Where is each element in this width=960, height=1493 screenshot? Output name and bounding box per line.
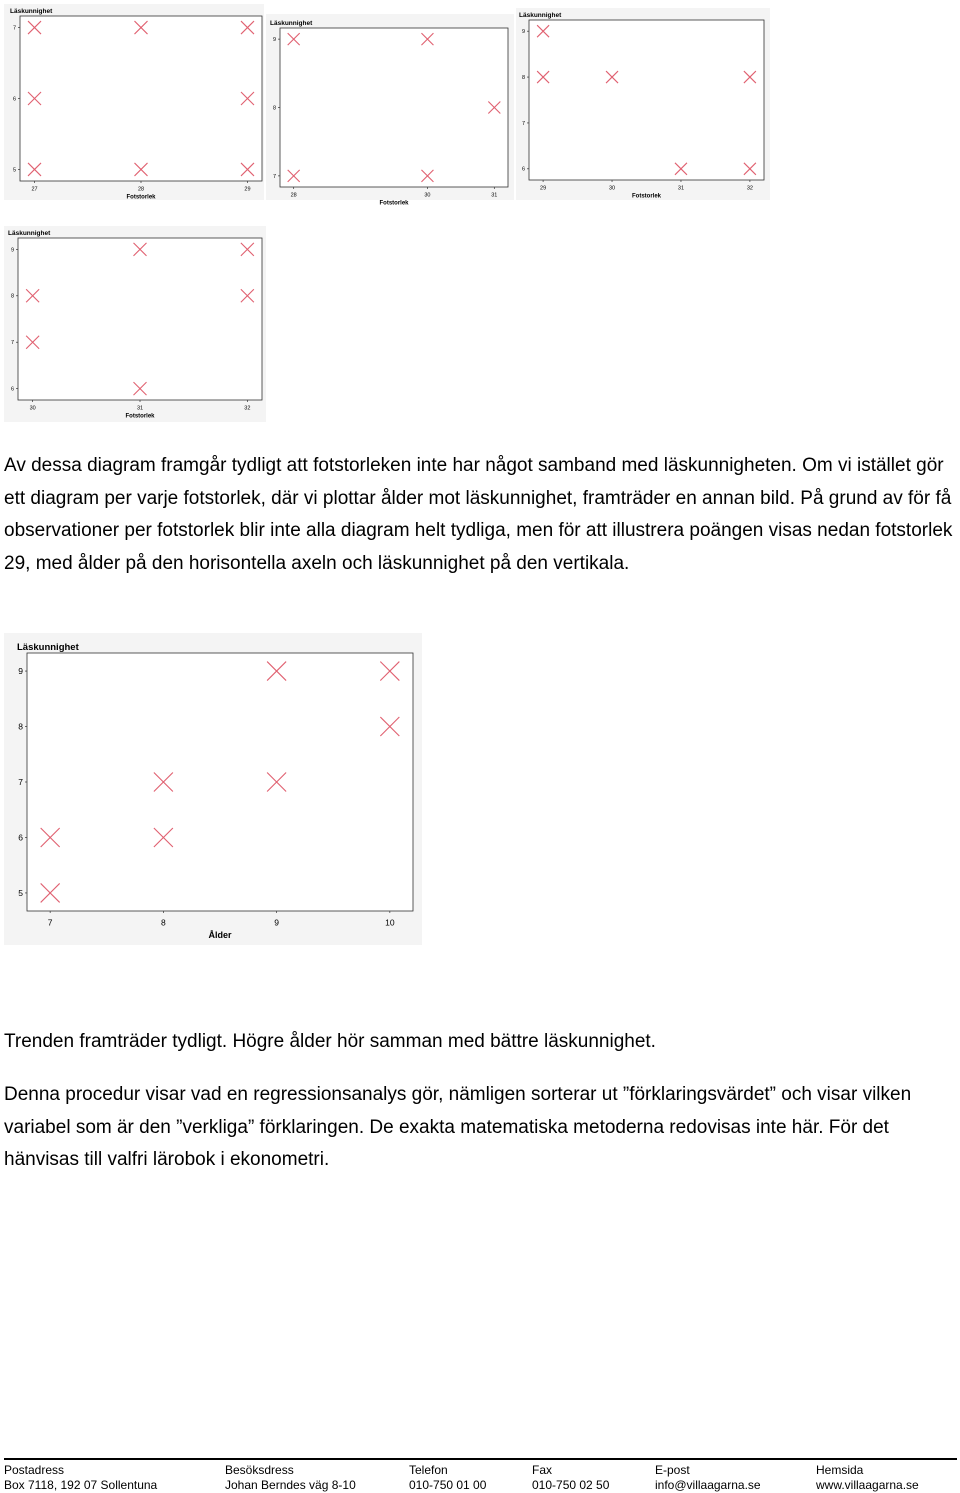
footer-value: www.villaagarna.se — [816, 1478, 919, 1492]
x-axis-label: Fotstorlek — [379, 200, 409, 207]
scatter-chart-1 — [4, 4, 264, 200]
x-tick-label: 29 — [244, 186, 251, 193]
y-tick-label: 8 — [10, 293, 14, 300]
scatter-chart-3 — [516, 8, 770, 200]
y-tick-label: 7 — [272, 173, 276, 180]
x-tick-label: 31 — [677, 185, 685, 192]
y-tick-label: 7 — [18, 776, 23, 787]
x-tick-label: 32 — [244, 405, 251, 412]
footer-col-postadress — [4, 1463, 157, 1493]
y-tick-label: 6 — [521, 166, 525, 173]
y-tick-label: 6 — [18, 832, 23, 843]
page-footer — [4, 1458, 957, 1492]
y-tick-label: 8 — [272, 105, 276, 112]
y-tick-label: 9 — [272, 37, 276, 44]
footer-col-telefon — [409, 1463, 486, 1493]
footer-col-besoksadress — [225, 1463, 356, 1493]
footer-header: Hemsida — [816, 1463, 864, 1477]
body-paragraph-3: Denna procedur visar vad en regressionsanalys gör, nämligen sorterar ut ”förklaringsvärdet” och visar vilken variabel som är den ”verkliga” förklaringen. De exakta matematiska metoderna redovisas inte här. För det hänvisas till valfri lärobok i ekonometri. — [4, 1084, 912, 1171]
footer-value: 010-750 02 50 — [532, 1478, 610, 1492]
chart-svg — [4, 4, 264, 200]
y-tick-label: 9 — [18, 666, 23, 677]
y-tick-label: 9 — [10, 247, 14, 254]
x-tick-label: 29 — [540, 185, 547, 192]
chart-svg — [4, 633, 422, 945]
y-tick-label: 5 — [18, 887, 23, 898]
x-tick-label: 30 — [608, 185, 616, 192]
y-tick-label: 6 — [12, 96, 16, 103]
footer-header: Fax — [532, 1463, 553, 1477]
footer-header: E-post — [655, 1463, 690, 1477]
y-tick-label: 5 — [12, 167, 16, 174]
plot-area — [529, 20, 764, 180]
y-tick-label: 7 — [10, 340, 14, 347]
chart-svg — [516, 8, 770, 200]
body-paragraph-1: Av dessa diagram framgår tydligt att fotstorleken inte har något samband med läskunnigheten. Om vi istället gör ett diagram per varje fotstorlek, där vi plottar ålder mot läskunnighet, framträder en annan bild. På grund av för få observationer per fotstorlek blir inte alla diagram helt tydliga, men för att illustrera poängen visas nedan fotstorlek 29, med ålder på den horisontella axeln och läskunnighet på den vertikala. — [4, 455, 953, 575]
footer-value: info@villaagarna.se — [655, 1478, 761, 1492]
y-tick-label: 7 — [12, 25, 16, 32]
x-tick-label: 32 — [746, 185, 753, 192]
footer-value: Box 7118, 192 07 Sollentuna — [4, 1478, 158, 1492]
footer-col-epost — [655, 1463, 761, 1493]
y-tick-label: 7 — [521, 120, 525, 127]
footer-header: Telefon — [409, 1463, 448, 1477]
chart-svg — [4, 226, 266, 422]
x-tick-label: 8 — [161, 917, 166, 928]
x-tick-label: 31 — [491, 192, 498, 199]
y-axis-label: Läskunnighet — [17, 642, 79, 653]
chart-svg — [266, 14, 514, 207]
x-tick-label: 9 — [274, 917, 279, 928]
x-tick-label: 27 — [31, 186, 38, 193]
x-tick-label: 7 — [47, 917, 53, 928]
x-tick-label: 31 — [136, 405, 144, 412]
plot-area — [280, 28, 508, 187]
footer-col-fax — [532, 1463, 609, 1493]
x-tick-label: 28 — [137, 186, 145, 193]
footer-header: Postadress — [4, 1463, 65, 1477]
x-axis-label: Fotstorlek — [126, 194, 156, 201]
y-axis-label: Läskunnighet — [8, 230, 51, 237]
footer-value: 010-750 01 00 — [409, 1478, 487, 1492]
plot-area — [27, 653, 413, 911]
y-tick-label: 6 — [10, 386, 14, 393]
footer-value: Johan Berndes väg 8-10 — [225, 1478, 356, 1492]
x-tick-label: 28 — [290, 192, 297, 199]
y-axis-label: Läskunnighet — [10, 8, 53, 15]
scatter-chart-age — [4, 633, 422, 945]
y-axis-label: Läskunnighet — [519, 12, 562, 19]
x-axis-label: Fotstorlek — [631, 193, 662, 200]
body-paragraph-2: Trenden framträder tydligt. Högre ålder hör samman med bättre läskunnighet. — [4, 1031, 656, 1052]
plot-area — [20, 16, 262, 181]
y-axis-label: Läskunnighet — [270, 20, 313, 27]
x-axis-label: Fotstorlek — [125, 413, 155, 420]
footer-col-hemsida — [816, 1463, 919, 1493]
scatter-chart-4 — [4, 226, 266, 422]
x-tick-label: 30 — [29, 405, 36, 412]
scatter-chart-2 — [266, 14, 514, 207]
plot-area — [18, 238, 262, 400]
footer-header: Besöksdress — [225, 1463, 294, 1477]
y-tick-label: 8 — [521, 74, 525, 81]
x-tick-label: 10 — [385, 917, 395, 928]
y-tick-label: 9 — [521, 29, 525, 36]
x-tick-label: 30 — [424, 192, 431, 199]
y-tick-label: 8 — [18, 721, 23, 732]
x-axis-label: Ålder — [208, 930, 232, 941]
